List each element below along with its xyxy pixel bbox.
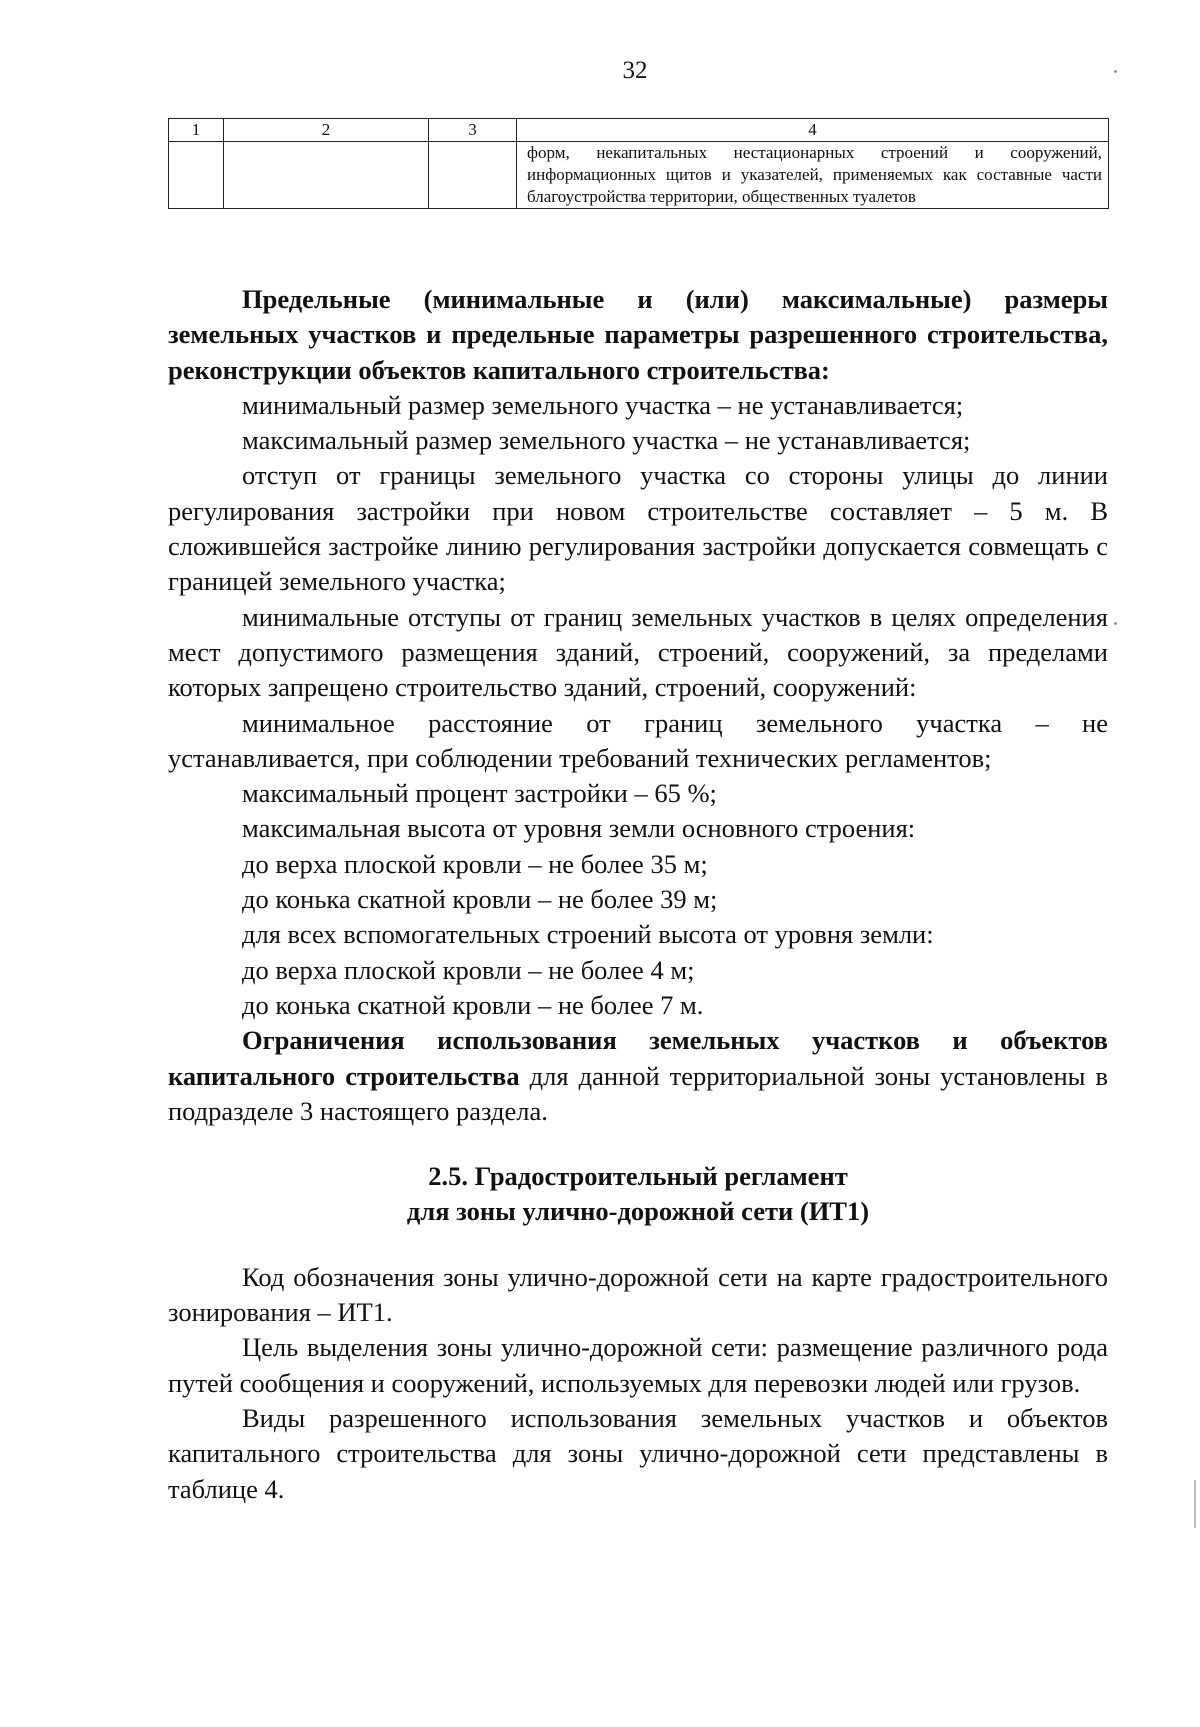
limits-item: максимальная высота от уровня земли основного строения: [242, 813, 916, 844]
table-header-cell: 1 [169, 119, 224, 142]
table-cell-description: форм, некапитальных нестационарных строений и сооружений, информационных щитов и указателей, применяемых как составные части благоустройства территории, общественных туалетов [517, 142, 1109, 209]
limits-heading: Предельные (минимальные и (или) максимальные) размеры земельных участков и предельные параметры разрешенного строительства, реконструкции объектов капитального строительства: [168, 284, 1108, 385]
section-paragraph: Цель выделения зоны улично-дорожной сети: размещение различного рода путей сообщения и сооружений, используемых для перевозки людей или грузов. [168, 1332, 1108, 1398]
scan-speck [1114, 70, 1117, 73]
table-cell [224, 142, 429, 209]
table-row [169, 142, 1109, 209]
limits-item: максимальный размер земельного участка – не устанавливается; [242, 425, 971, 456]
document-body [168, 282, 1108, 1507]
table-header-cell: 3 [429, 119, 517, 142]
scan-speck [1114, 622, 1117, 625]
limits-item: для всех вспомогательных строений высота от уровня земли: [242, 919, 934, 950]
limits-item: минимальные отступы от границ земельных участков в целях определения мест допустимого размещения зданий, строений, сооружений, за пределами которых запрещено строительство зданий, строений, сооружений: [168, 601, 1108, 703]
limits-item: до верха плоской кровли – не более 35 м; [242, 848, 708, 879]
table-cell [429, 142, 517, 209]
restrictions-bold-text: Ограничения использования земельных участков и объектов капитального строительства [168, 1025, 1108, 1091]
continuation-table [168, 118, 1109, 209]
table-header-cell: 4 [517, 119, 1109, 142]
section-paragraph: Виды разрешенного использования земельных участков и объектов капитального строительства для зоны улично-дорожной сети представлены в таблице 4. [168, 1402, 1108, 1504]
scan-edge-mark [1194, 1480, 1196, 1528]
table-header-row [169, 119, 1109, 142]
section-paragraph: Код обозначения зоны улично-дорожной сети на карте градостроительного зонирования – ИТ1. [168, 1261, 1108, 1328]
limits-item: максимальный процент застройки – 65 %; [242, 778, 717, 809]
table-header-cell: 2 [224, 119, 429, 142]
table-cell [169, 142, 224, 209]
limits-item: до конька скатной кровли – не более 7 м. [242, 989, 704, 1020]
limits-item: минимальный размер земельного участка – не устанавливается; [242, 389, 964, 420]
limits-item: до конька скатной кровли – не более 39 м; [242, 884, 718, 915]
limits-item: до верха плоской кровли – не более 4 м; [242, 954, 695, 985]
section-title-line-2: для зоны улично-дорожной сети (ИТ1) [406, 1196, 870, 1227]
limits-item: отступ от границы земельного участка со стороны улицы до линии регулирования застройки при новом строительстве составляет – 5 м. В сложившейся застройке линию регулирования застройки допускается совмещать с границей земельного участка; [168, 460, 1108, 597]
page-number: 32 [622, 57, 648, 84]
limits-item: минимальное расстояние от границ земельного участка – не устанавливается, при соблюдении требований технических регламентов; [168, 707, 1108, 773]
restrictions-text: для данной территориальной зоны установлены в подразделе 3 настоящего раздела. [168, 1060, 1108, 1126]
restrictions-paragraph [168, 1023, 1108, 1129]
section-title-line-1: 2.5. Градостроительный регламент [428, 1161, 848, 1192]
